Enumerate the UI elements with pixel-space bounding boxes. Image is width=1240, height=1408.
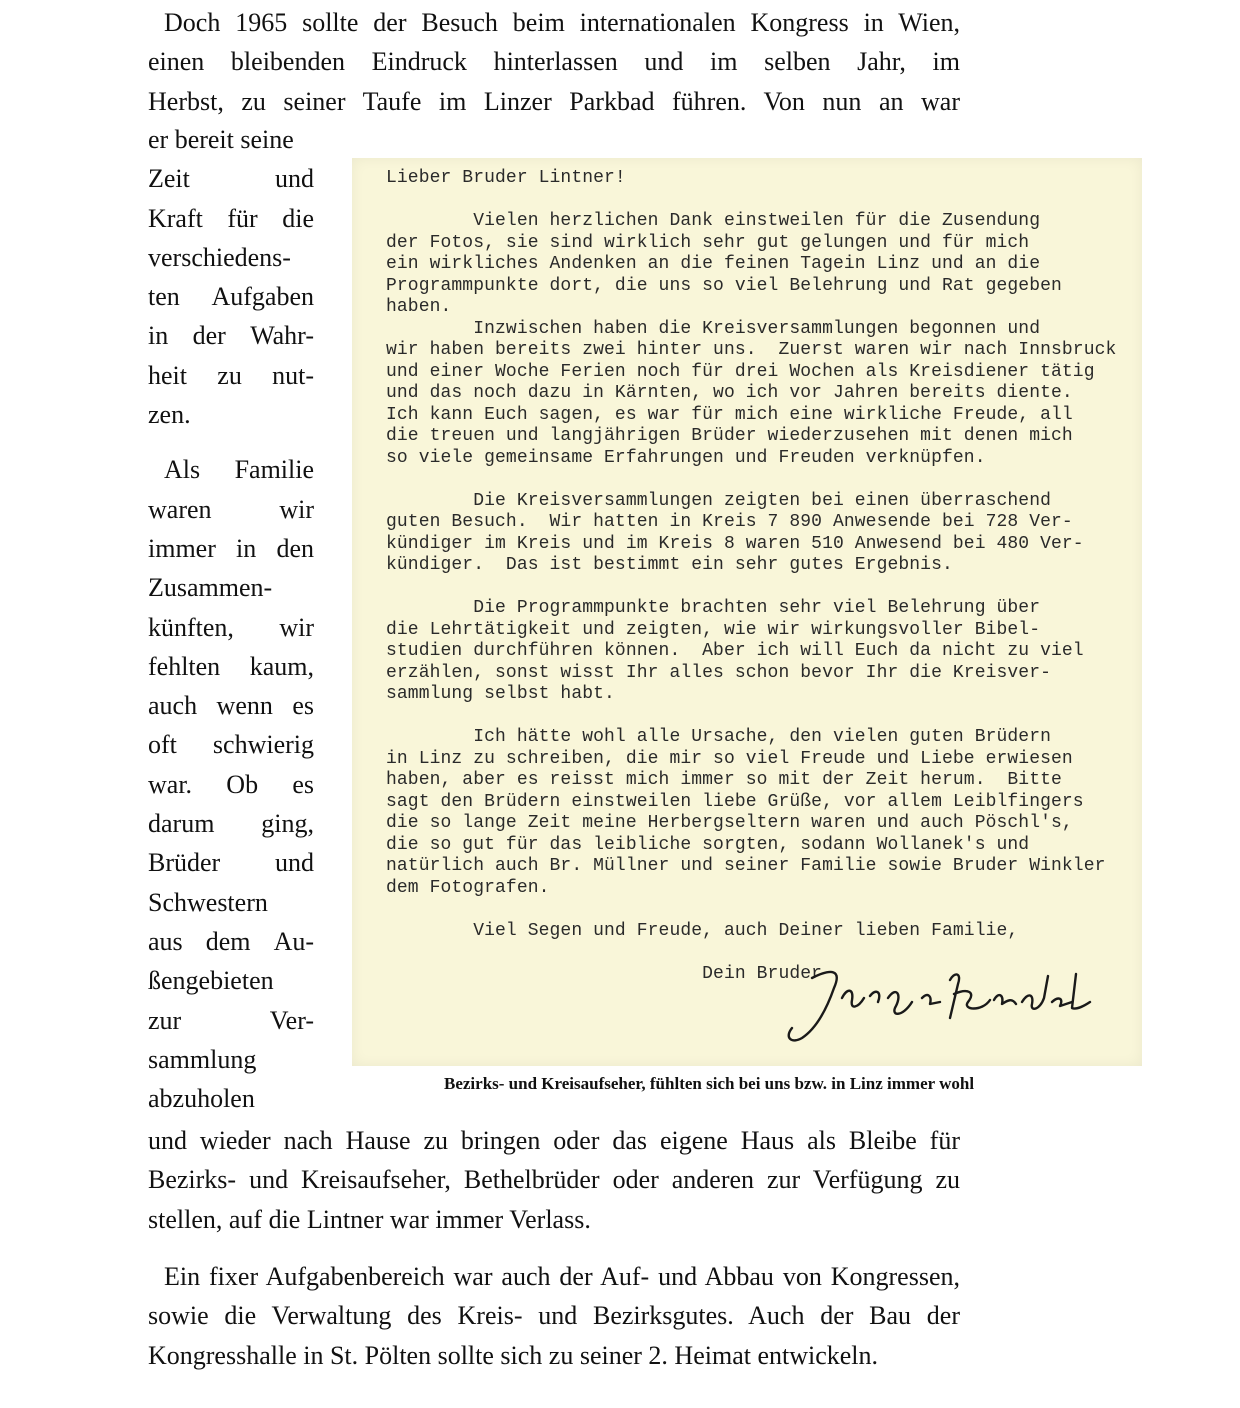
text-line: sammlung [148, 1044, 257, 1074]
text-line: Kraft für die [148, 203, 314, 233]
text-line: Zusammen- [148, 573, 273, 603]
last-paragraph: Ein fixer Aufgabenbereich war auch der Auf- und Abbau von Kongressen, sowie die Verwaltung des Kreis- und Bezirksgutes. Auch der Bau der Kongresshalle in St. Pölten sollte sich zu seiner 2. Heimat entwickeln. [148, 1262, 960, 1370]
narrow-column [148, 120, 314, 1118]
text-line: ßengebieten [148, 966, 274, 996]
text-line: Brüder und [148, 848, 314, 878]
text-line: Doch 1965 sollte der Besuch beim internationalen Kongress in Wien, [164, 8, 960, 37]
text-line: abzuholen [148, 1084, 255, 1114]
text-line: zen. [148, 400, 191, 430]
text-line: verschiedens- [148, 242, 291, 272]
text-line: ten Aufgaben [148, 282, 314, 312]
text-line: aus dem Au- [148, 926, 314, 956]
text-line: künften, wir [148, 612, 314, 642]
text-line: in der Wahr- [148, 321, 314, 351]
text-line: war. Ob es [148, 769, 314, 799]
bottom-paragraph: und wieder nach Hause zu bringen oder das eigene Haus als Bleibe für Bezirks- und Kreisaufseher, Bethelbrüder oder anderen zur Verfügung zu stellen, auf die Lintner war immer Verlass. [148, 1126, 960, 1234]
text-line: immer in den [148, 533, 314, 563]
signature-icon [772, 958, 1092, 1048]
text-line: zur Ver- [148, 1005, 314, 1035]
text-line: einen bleibenden Eindruck hinterlassen und im selben Jahr, im [148, 47, 960, 77]
text-line: auch wenn es [148, 691, 314, 721]
letter-text: Lieber Bruder Lintner! Vielen herzlichen Dank einstweilen für die Zusendung der Fotos, sie sind wirklich sehr gut gelungen und für mich ein wirkliches Andenken an die feinen Tagein Linz und an die Programmpunkte dort, die uns so viel Belehrung und Rat gegeben haben. Inzwischen haben die Kreisversammlungen begonnen und wir haben bereits zwei hinter uns. Zuerst waren wir nach Innsbruck und einer Woche Ferien noch für drei Wochen als Kreisdiener tätig und das noch dazu in Kärnten, wo ich vor Jahren bereits diente. Ich kann Euch sagen, es war für mich eine wirkliche Freude, all die treuen und langjährigen Brüder wiederzusehen mit denen mich so viele gemeinsame Erfahrungen und Freuden verknüpfen. Die Kreisversammlungen zeigten bei einen überraschend guten Besuch. Wir hatten in Kreis 7 890 Anwesende bei 728 Ver- kündiger im Kreis und im Kreis 8 waren 510 Anwesend bei 480 Ver- kündiger. Das ist bestimmt ein sehr gutes Ergebnis. Die Programmpunkte brachten sehr viel Belehrung über die Lehrtätigkeit und zeigten, wie wir wirkungsvoller Bibel- studien durchführen können. Aber ich will Euch da nicht zu viel erzählen, sonst wisst Ihr alles schon bevor Ihr die Kreisver- sammlung selbst habt. Ich hätte wohl alle Ursache, den vielen guten Brüdern in Linz zu schreiben, die mir so viel Freude und Liebe erwiesen haben, aber es reisst mich immer so mit der Zeit herum. Bitte sagt den Brüdern einstweilen liebe Grüße, vor allem Leiblfingers die so lange Zeit meine Herbergseltern waren und auch Pöschl's, die so gut für das leibliche sorgten, sodann Wollanek's und natürlich auch Br. Müllner und seiner Familie sowie Bruder Winkler dem Fotografen. Viel Segen und Freude, auch Deiner lieben Familie, Dein Bruder [386, 168, 1117, 984]
text-line: heit zu nut- [148, 360, 314, 390]
text-line: Schwestern [148, 887, 268, 917]
text-line: Zeit und [148, 164, 314, 194]
text-line: er bereit seine [148, 125, 294, 154]
text-line: fehlten kaum, [148, 651, 314, 681]
text-line: waren wir [148, 494, 314, 524]
text-line: Als Familie [164, 455, 314, 485]
letter-image [352, 158, 1142, 1066]
text-line: oft schwierig [148, 730, 314, 760]
text-line: darum ging, [148, 809, 314, 839]
text-line: Herbst, zu seiner Taufe im Linzer Parkbad führen. Von nun an war [148, 86, 960, 116]
image-caption: Bezirks- und Kreisaufseher, fühlten sich bei uns bzw. in Linz immer wohl [444, 1074, 975, 1093]
top-paragraph [148, 3, 960, 121]
